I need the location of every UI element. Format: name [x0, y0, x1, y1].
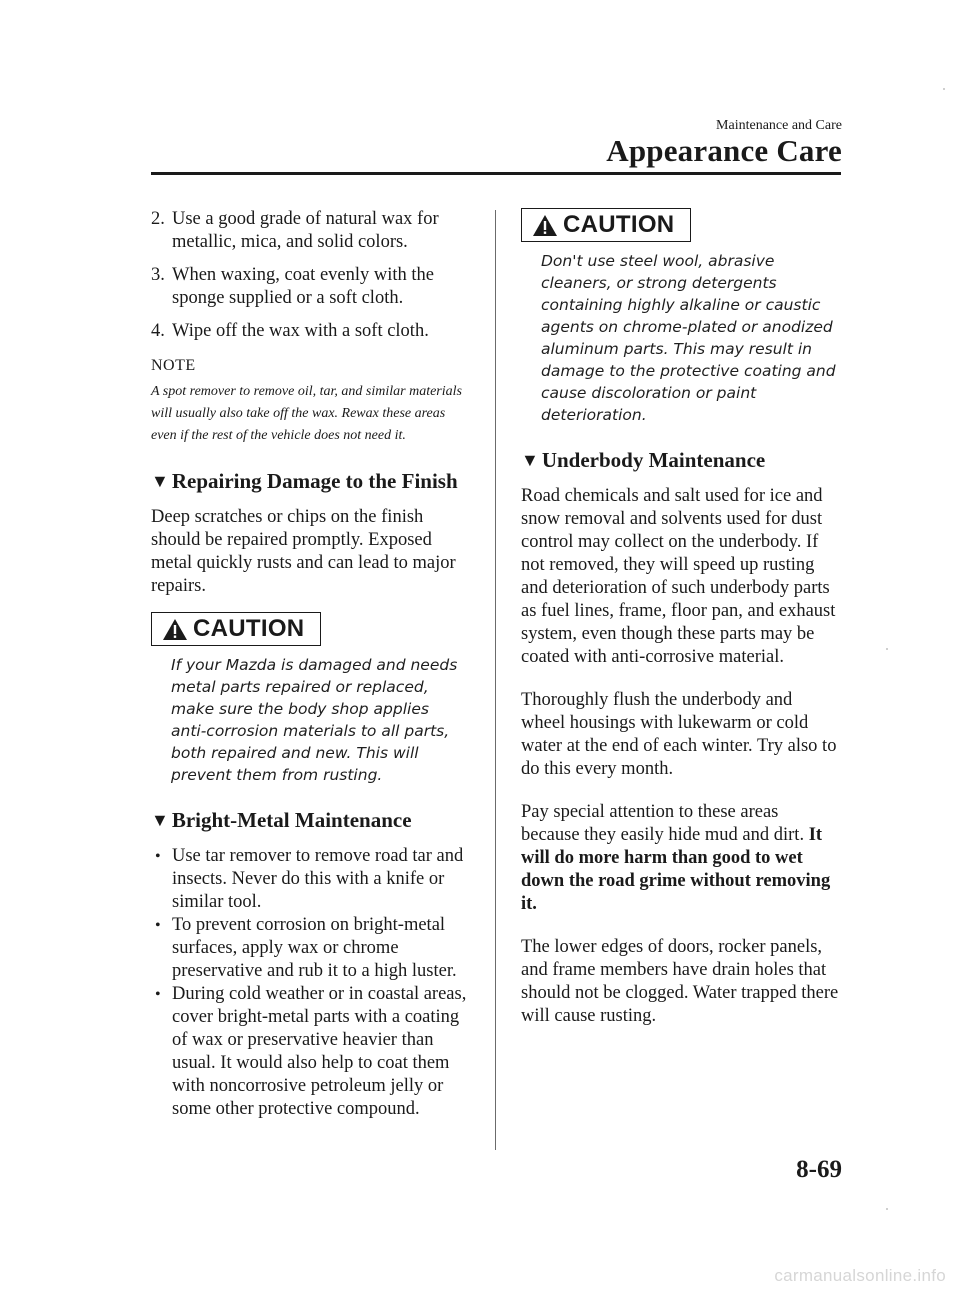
edge-mark [943, 88, 945, 90]
warning-icon [532, 214, 558, 237]
step-text: Wipe off the wax with a soft cloth. [172, 321, 429, 341]
section-heading-bright-metal [151, 808, 469, 833]
list-item-text: To prevent corrosion on bright-metal surfaces, apply wax or chrome preservative and rub it to a high luster. [172, 915, 457, 981]
attention-bold-text: It will do more harm than good to wet down the road grime without removing it. [521, 825, 831, 914]
attention-paragraph [521, 801, 839, 916]
step-item [151, 320, 469, 343]
step-number: 3. [151, 265, 165, 285]
warning-icon [162, 618, 188, 641]
caution-block [151, 612, 469, 786]
underbody-paragraph: Road chemicals and salt used for ice and snow removal and solvents used for dust control may collect on the underbody. If not removed, they will speed up rusting and deterioration of such underbody parts as fuel lines, frame, floor pan, and exhaust system, even though these parts may be coated with anti-corrosive material. [521, 486, 836, 667]
watermark: carmanualsonline.info [774, 1266, 946, 1285]
drain-holes-paragraph: The lower edges of doors, rocker panels, and frame members have drain holes that should not be clogged. Water trapped there will cause rusting. [521, 937, 839, 1026]
list-item-text: Use tar remover to remove road tar and insects. Never do this with a knife or similar tool. [172, 846, 464, 912]
section-heading-underbody [521, 448, 839, 473]
caution-text: Don't use steel wool, abrasive cleaners, or strong detergents containing highly alkaline or caustic agents on chrome-plated or anodized aluminum parts. This may result in damage to the protective coating and cause discoloration or paint deterioration. [541, 252, 836, 424]
attention-text: Pay special attention to these areas because they easily hide mud and dirt. [521, 802, 809, 845]
list-item [151, 983, 469, 1121]
header-rule [151, 172, 841, 175]
list-item [151, 845, 469, 914]
triangle-marker-icon: ▼ [521, 450, 539, 470]
section-heading-text: Repairing Damage to the Finish [171, 469, 458, 493]
caution-label: CAUTION [193, 615, 305, 642]
caution-block [521, 208, 839, 426]
list-item-text: During cold weather or in coastal areas, cover bright-metal parts with a coating of wax or preservative heavier than usual. It would also help to coat them with noncorrosive petroleum jelly or some other protective compound. [172, 984, 467, 1119]
edge-mark [886, 648, 888, 650]
right-column [521, 208, 839, 1028]
step-text: Use a good grade of natural wax for metallic, mica, and solid colors. [172, 209, 439, 252]
left-column [151, 208, 469, 1121]
header-section-label: Maintenance and Care [716, 118, 842, 133]
bullet-icon: • [155, 848, 161, 865]
column-divider [495, 210, 496, 1150]
step-item [151, 208, 469, 254]
bullet-icon: • [155, 986, 161, 1003]
flush-paragraph: Thoroughly flush the underbody and wheel housings with lukewarm or cold water at the end of each winter. Try also to do this every month. [521, 690, 837, 779]
caution-label: CAUTION [563, 211, 675, 238]
section-heading-repairing [151, 469, 469, 494]
triangle-marker-icon: ▼ [151, 471, 169, 491]
caution-banner [521, 208, 691, 242]
step-text: When waxing, coat evenly with the sponge supplied or a soft cloth. [172, 265, 434, 308]
triangle-marker-icon: ▼ [151, 810, 169, 830]
step-number: 4. [151, 321, 165, 341]
edge-mark [886, 1208, 888, 1210]
section-heading-text: Underbody Maintenance [541, 448, 766, 472]
page-number: 8-69 [796, 1156, 842, 1183]
caution-banner [151, 612, 321, 646]
note-label: NOTE [151, 357, 196, 374]
page-title: Appearance Care [606, 133, 842, 168]
repair-paragraph: Deep scratches or chips on the finish should be repaired promptly. Exposed metal quickly rusts and can lead to major repairs. [151, 507, 456, 596]
caution-text: If your Mazda is damaged and needs metal parts repaired or replaced, make sure the body shop applies anti-corrosion materials to all parts, both repaired and new. This will prevent them from rusting. [171, 656, 458, 784]
step-item [151, 264, 469, 310]
bullet-icon: • [155, 917, 161, 934]
note-text: A spot remover to remove oil, tar, and similar materials will usually also take off the wax. Rewax these areas even if the rest of the vehicle does not need it. [151, 384, 462, 443]
list-item [151, 914, 469, 983]
step-number: 2. [151, 209, 165, 229]
section-heading-text: Bright-Metal Maintenance [171, 808, 412, 832]
